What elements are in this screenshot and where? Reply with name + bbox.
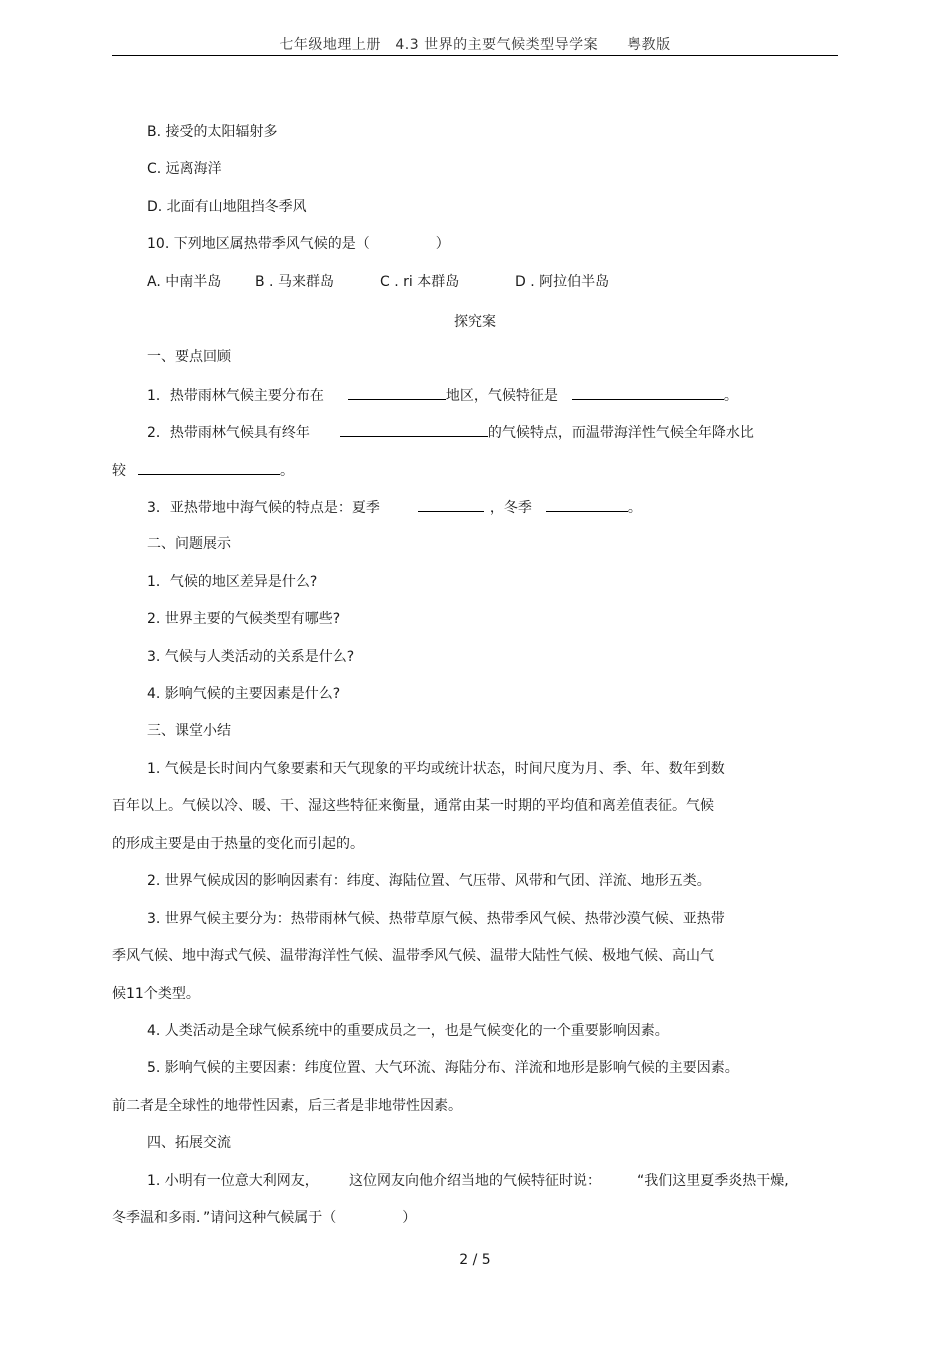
question-10-option-a: A. 中南半岛 bbox=[147, 274, 222, 290]
s2-item: 4. 影响气候的主要因素是什么? bbox=[147, 686, 341, 702]
option-b: B. 接受的太阳辐射多 bbox=[147, 124, 278, 140]
s3-paragraph-1: 1. 气候是长时间内气象要素和天气现象的平均或统计状态，时间尺度为月、季、年、数年到数 bbox=[147, 761, 725, 777]
section-4-heading: 四、拓展交流 bbox=[147, 1135, 231, 1151]
s3-paragraph-3: 3. 世界气候主要分为：热带雨林气候、热带草原气候、热带季风气候、热带沙漠气候、亚热带 bbox=[147, 911, 725, 927]
s3-paragraph-3: 季风气候、地中海式气候、温带海洋性气候、温带季风气候、温带大陆性气候、极地气候、高山气 bbox=[112, 948, 714, 964]
s4-q1-close: ） bbox=[402, 1210, 417, 1226]
s4-question-1: 这位网友向他介绍当地的气候特征时说： bbox=[349, 1173, 601, 1189]
s1-q1-text-b: 地区，气候特征是 bbox=[445, 388, 558, 404]
question-10-text: 10. 下列地区属热带季风气候的是（ bbox=[147, 236, 370, 252]
s1-q1-text-c: 。 bbox=[723, 388, 738, 404]
s4-question-1: “我们这里夏季炎热干燥, bbox=[637, 1173, 789, 1189]
s1-question-2 bbox=[147, 422, 754, 443]
fill-blank[interactable] bbox=[340, 422, 488, 437]
header-rule bbox=[112, 55, 838, 56]
s3-paragraph-5: 5. 影响气候的主要因素：纬度位置、大气环流、海陆分布、洋流和地形是影响气候的主要因素。 bbox=[147, 1060, 739, 1076]
s3-paragraph-4: 4. 人类活动是全球气候系统中的重要成员之一，也是气候变化的一个重要影响因素。 bbox=[147, 1023, 669, 1039]
fill-blank[interactable] bbox=[348, 385, 446, 400]
fill-blank[interactable] bbox=[572, 385, 724, 400]
s1-q2-text-c: 较 bbox=[112, 463, 126, 479]
s2-item: 2. 世界主要的气候类型有哪些? bbox=[147, 611, 341, 627]
fill-blank[interactable] bbox=[138, 460, 280, 475]
section-3-heading: 三、课堂小结 bbox=[147, 723, 231, 739]
section-2-heading: 二、问题展示 bbox=[147, 536, 231, 552]
s4-q1-text: 冬季温和多雨．”请问这种气候属于（ bbox=[112, 1210, 337, 1226]
fill-blank[interactable] bbox=[546, 497, 628, 512]
section-1-heading: 一、要点回顾 bbox=[147, 349, 231, 365]
s1-q3-text-a: 3．亚热带地中海气候的特点是：夏季 bbox=[147, 500, 380, 516]
question-10-close: ） bbox=[435, 236, 450, 252]
s3-paragraph-2: 2. 世界气候成因的影响因素有：纬度、海陆位置、气压带、风带和气团、洋流、地形五类。 bbox=[147, 873, 711, 889]
question-10-option-b: B . 马来群岛 bbox=[255, 274, 334, 290]
option-c: C. 远离海洋 bbox=[147, 161, 222, 177]
s3-paragraph-5: 前二者是全球性的地带性因素，后三者是非地带性因素。 bbox=[112, 1098, 462, 1114]
s1-q2-text-a: 2．热带雨林气候具有终年 bbox=[147, 425, 310, 441]
s1-q1-text-a: 1．热带雨林气候主要分布在 bbox=[147, 388, 324, 404]
page-header: 七年级地理上册 4.3 世界的主要气候类型导学案 粤教版 bbox=[279, 37, 671, 53]
option-d: D. 北面有山地阻挡冬季风 bbox=[147, 199, 307, 215]
s1-question-2-cont bbox=[112, 460, 294, 481]
s1-q2-text-b: 的气候特点，而温带海洋性气候全年降水比 bbox=[487, 425, 754, 441]
s2-item: 1．气候的地区差异是什么? bbox=[147, 574, 318, 590]
question-10-option-d: D . 阿拉伯半岛 bbox=[515, 274, 610, 290]
s4-question-1-cont bbox=[112, 1208, 416, 1228]
s3-paragraph-3: 候11个类型。 bbox=[112, 986, 200, 1002]
s1-q2-text-d: 。 bbox=[280, 463, 294, 479]
s4-question-1: 1. 小明有一位意大利网友， bbox=[147, 1173, 319, 1189]
s3-paragraph-1: 百年以上。气候以冷、暖、干、湿这些特征来衡量，通常由某一时期的平均值和离差值表征。气候 bbox=[112, 798, 714, 814]
question-10-option-c: C . ri 本群岛 bbox=[380, 274, 460, 290]
s1-q3-text-c: 。 bbox=[627, 500, 642, 516]
question-10-stem bbox=[147, 234, 450, 254]
page-number: 2 / 5 bbox=[459, 1252, 491, 1268]
s1-question-3 bbox=[147, 497, 642, 518]
s1-q3-text-b: ，冬季 bbox=[489, 500, 532, 516]
fill-blank[interactable] bbox=[418, 497, 484, 512]
section-title: 探究案 bbox=[454, 314, 496, 330]
s2-item: 3. 气候与人类活动的关系是什么? bbox=[147, 649, 355, 665]
s3-paragraph-1: 的形成主要是由于热量的变化而引起的。 bbox=[112, 836, 364, 852]
s1-question-1 bbox=[147, 385, 738, 406]
